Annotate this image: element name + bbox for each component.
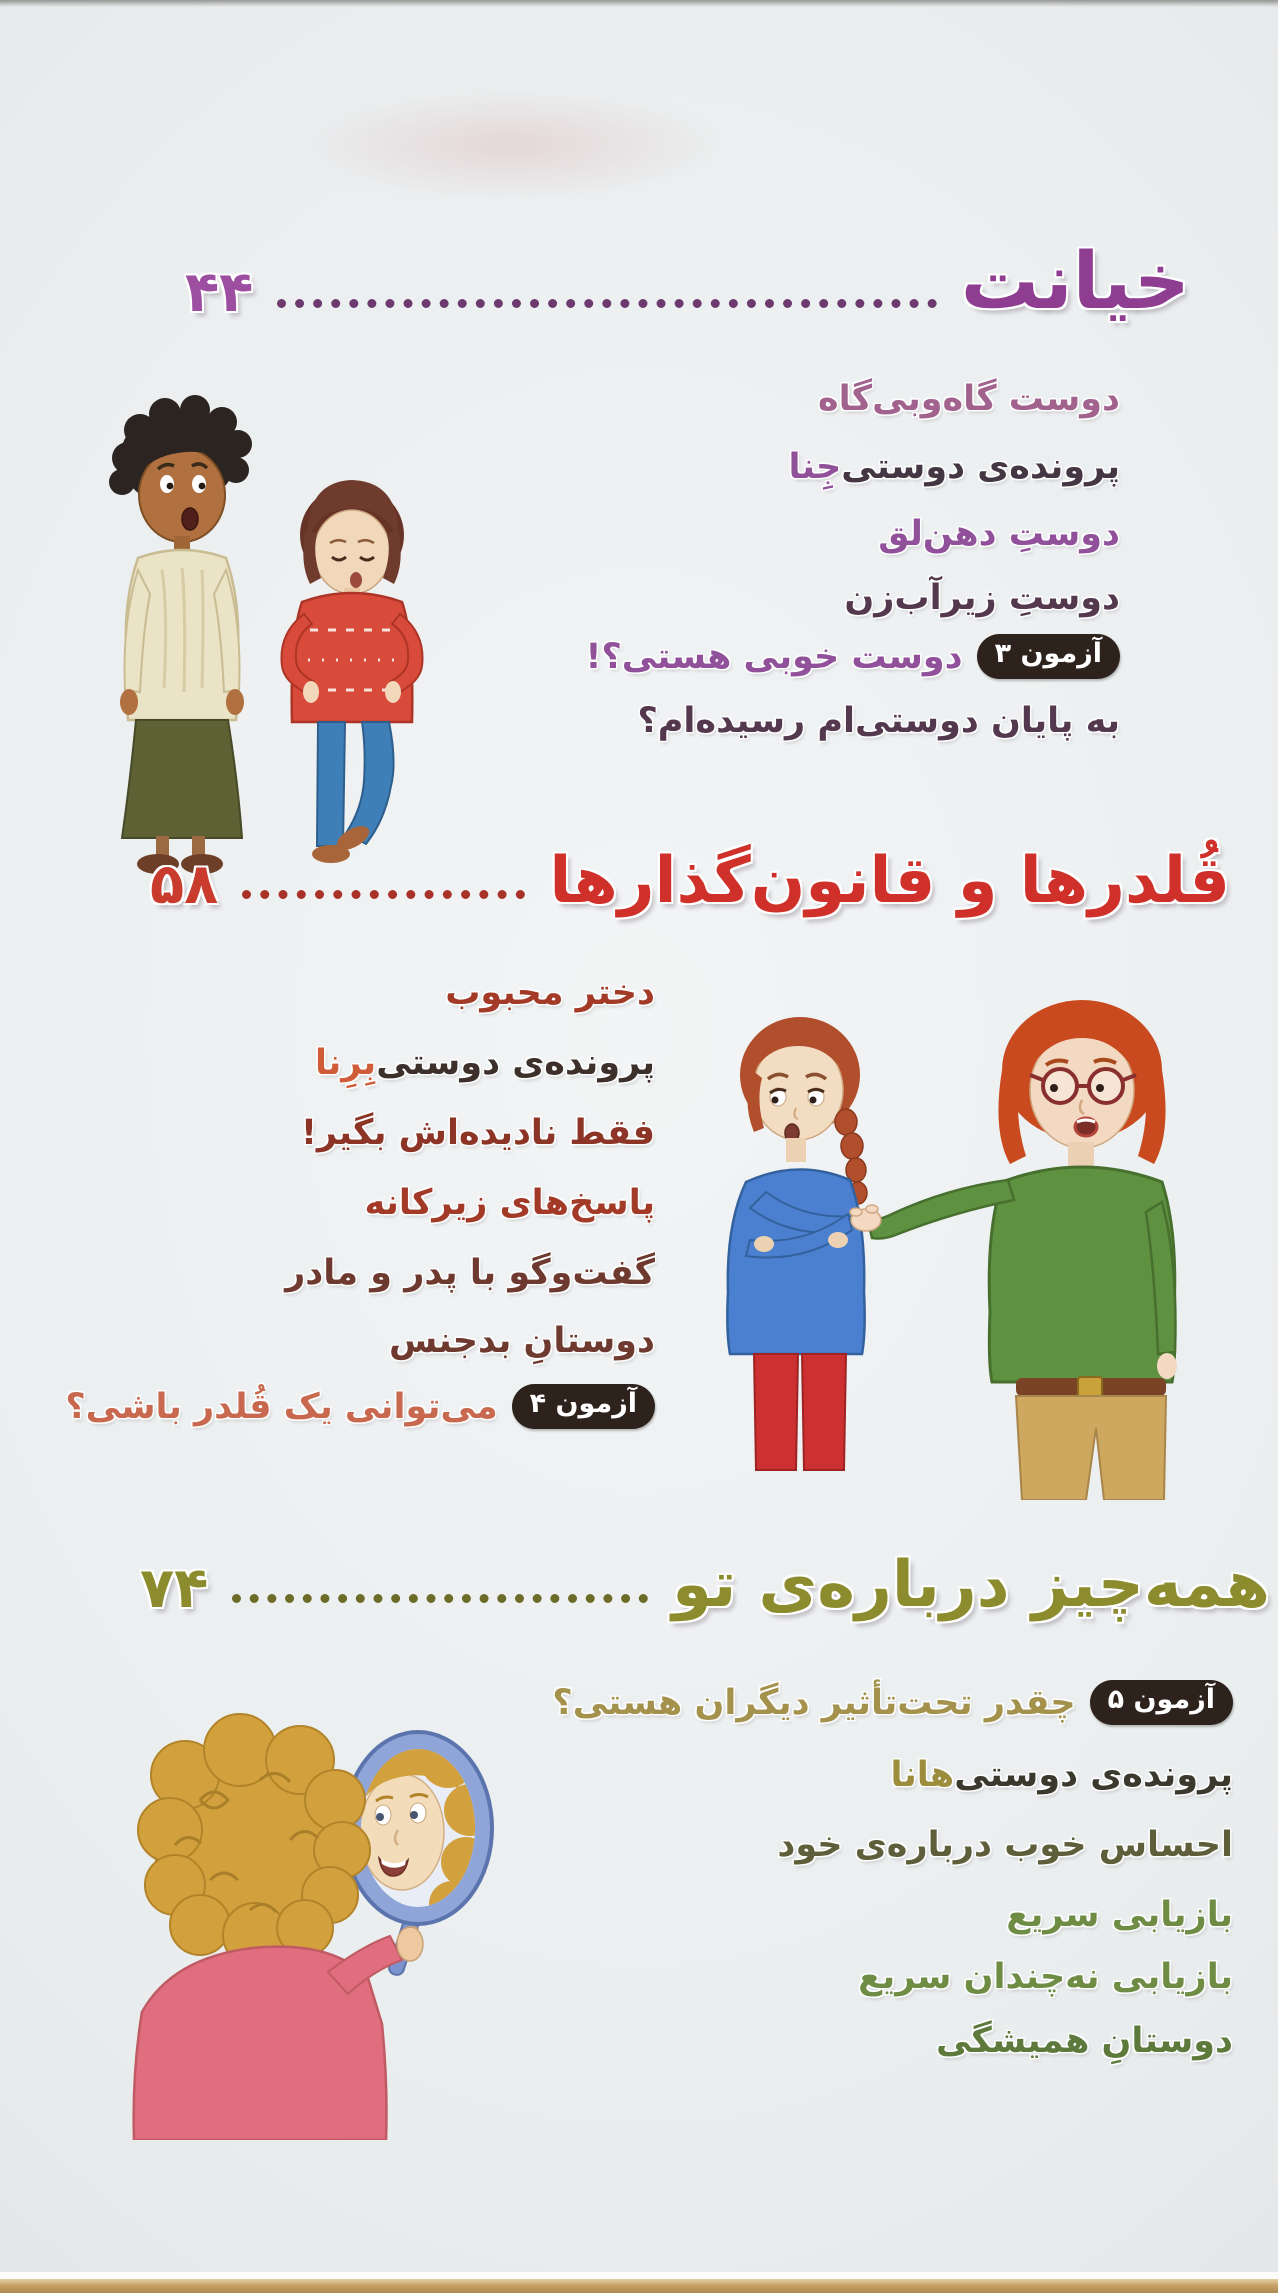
- toc-item: [789, 446, 1120, 488]
- illustration-mother-and-daughter: [650, 950, 1270, 1500]
- toc-item: [389, 1320, 655, 1362]
- curly-blonde-hair: [138, 1714, 370, 1967]
- friend-name: هانا: [890, 1755, 955, 1795]
- toc-item: [637, 700, 1120, 742]
- section-title: همه‌چیز درباره‌ی تو: [672, 1548, 1270, 1622]
- toc-item: [1006, 1894, 1233, 1936]
- girl-curly-hair: [109, 395, 252, 874]
- quiz-badge: آزمون ۴: [512, 1384, 655, 1429]
- section-page-number: ۵۸: [150, 851, 219, 917]
- toc-item-label: گفت‌وگو با پدر و مادر: [285, 1253, 655, 1293]
- toc-item-label: دوست خوبی هستی؟!: [585, 636, 963, 677]
- toc-item-label: چقدر تحت‌تأثیر دیگران هستی؟: [552, 1682, 1076, 1723]
- toc-item-label: پرونده‌ی دوستی: [376, 1043, 655, 1083]
- toc-item: [818, 378, 1120, 420]
- toc-item-label: فقط نادیده‌اش بگیر!: [300, 1113, 655, 1153]
- toc-item-quiz: [586, 634, 1121, 679]
- toc-item-label: به پایان دوستی‌ام رسیده‌ام؟: [637, 701, 1120, 741]
- friend-name: جِنا: [788, 447, 842, 487]
- toc-item-label: دوست گاه‌وبی‌گاه: [818, 379, 1120, 419]
- page-top-edge: [0, 0, 1278, 7]
- toc-item-label: دوستِ دهن‌لق: [878, 514, 1120, 554]
- girl-bob-hair: [281, 480, 422, 863]
- dotted-leader: [242, 886, 525, 899]
- toc-item-label: دوستِ زیرآب‌زن: [844, 578, 1120, 618]
- page-bottom-highlight: [0, 2272, 1278, 2279]
- section-page-number: ۷۴: [140, 1555, 209, 1621]
- toc-item: [936, 2020, 1233, 2062]
- toc-item: [891, 1754, 1234, 1796]
- page-showthrough: [300, 90, 720, 200]
- section-header-betrayal: [185, 237, 1190, 327]
- toc-item: [301, 1112, 655, 1154]
- toc-item-label: پاسخ‌های زیرکانه: [364, 1183, 655, 1223]
- pink-sweater-back: [134, 1927, 423, 2140]
- section-page-number: ۴۴: [185, 260, 254, 326]
- section-title: قُلدرها و قانون‌گذارها: [549, 844, 1230, 918]
- page-bottom-edge: [0, 2279, 1278, 2293]
- toc-item: [445, 972, 655, 1014]
- toc-item-label: دوستانِ بدجنس: [389, 1321, 655, 1361]
- section-title: خیانت: [960, 237, 1190, 327]
- toc-item-label: دختر محبوب: [445, 973, 655, 1013]
- toc-item: [844, 577, 1120, 619]
- toc-item-label: بازیابی سریع: [1006, 1895, 1233, 1935]
- mother-with-glasses: [850, 1000, 1177, 1500]
- dotted-leader: [232, 1590, 648, 1603]
- toc-item: [777, 1824, 1233, 1866]
- illustration-girl-with-mirror: [80, 1680, 510, 2140]
- section-header-bullies: [150, 844, 1230, 918]
- toc-item-quiz: [65, 1384, 655, 1429]
- quiz-badge: آزمون ۵: [1090, 1680, 1233, 1725]
- friend-name: بِرِنا: [315, 1043, 377, 1083]
- quiz-badge: آزمون ۳: [977, 634, 1120, 679]
- toc-item: [858, 1956, 1233, 1998]
- toc-item: [315, 1042, 655, 1084]
- toc-item: [364, 1182, 655, 1224]
- toc-item-label: دوستانِ همیشگی: [935, 2021, 1233, 2061]
- sad-daughter: [727, 1017, 867, 1470]
- toc-item: [878, 513, 1120, 555]
- toc-item-label: پرونده‌ی دوستی: [841, 447, 1120, 487]
- toc-item: [285, 1252, 655, 1294]
- toc-item-label: بازیابی نه‌چندان سریع: [858, 1957, 1233, 1997]
- toc-item-label: می‌توانی یک قُلدر باشی؟: [65, 1386, 498, 1427]
- toc-item-label: پرونده‌ی دوستی: [954, 1755, 1233, 1795]
- dotted-leader: [277, 295, 936, 308]
- section-header-about-you: [140, 1548, 1270, 1622]
- illustration-friend-walking-away: [50, 330, 470, 875]
- toc-item-label: احساس خوب درباره‌ی خود: [777, 1825, 1233, 1865]
- toc-item-quiz: [552, 1680, 1233, 1725]
